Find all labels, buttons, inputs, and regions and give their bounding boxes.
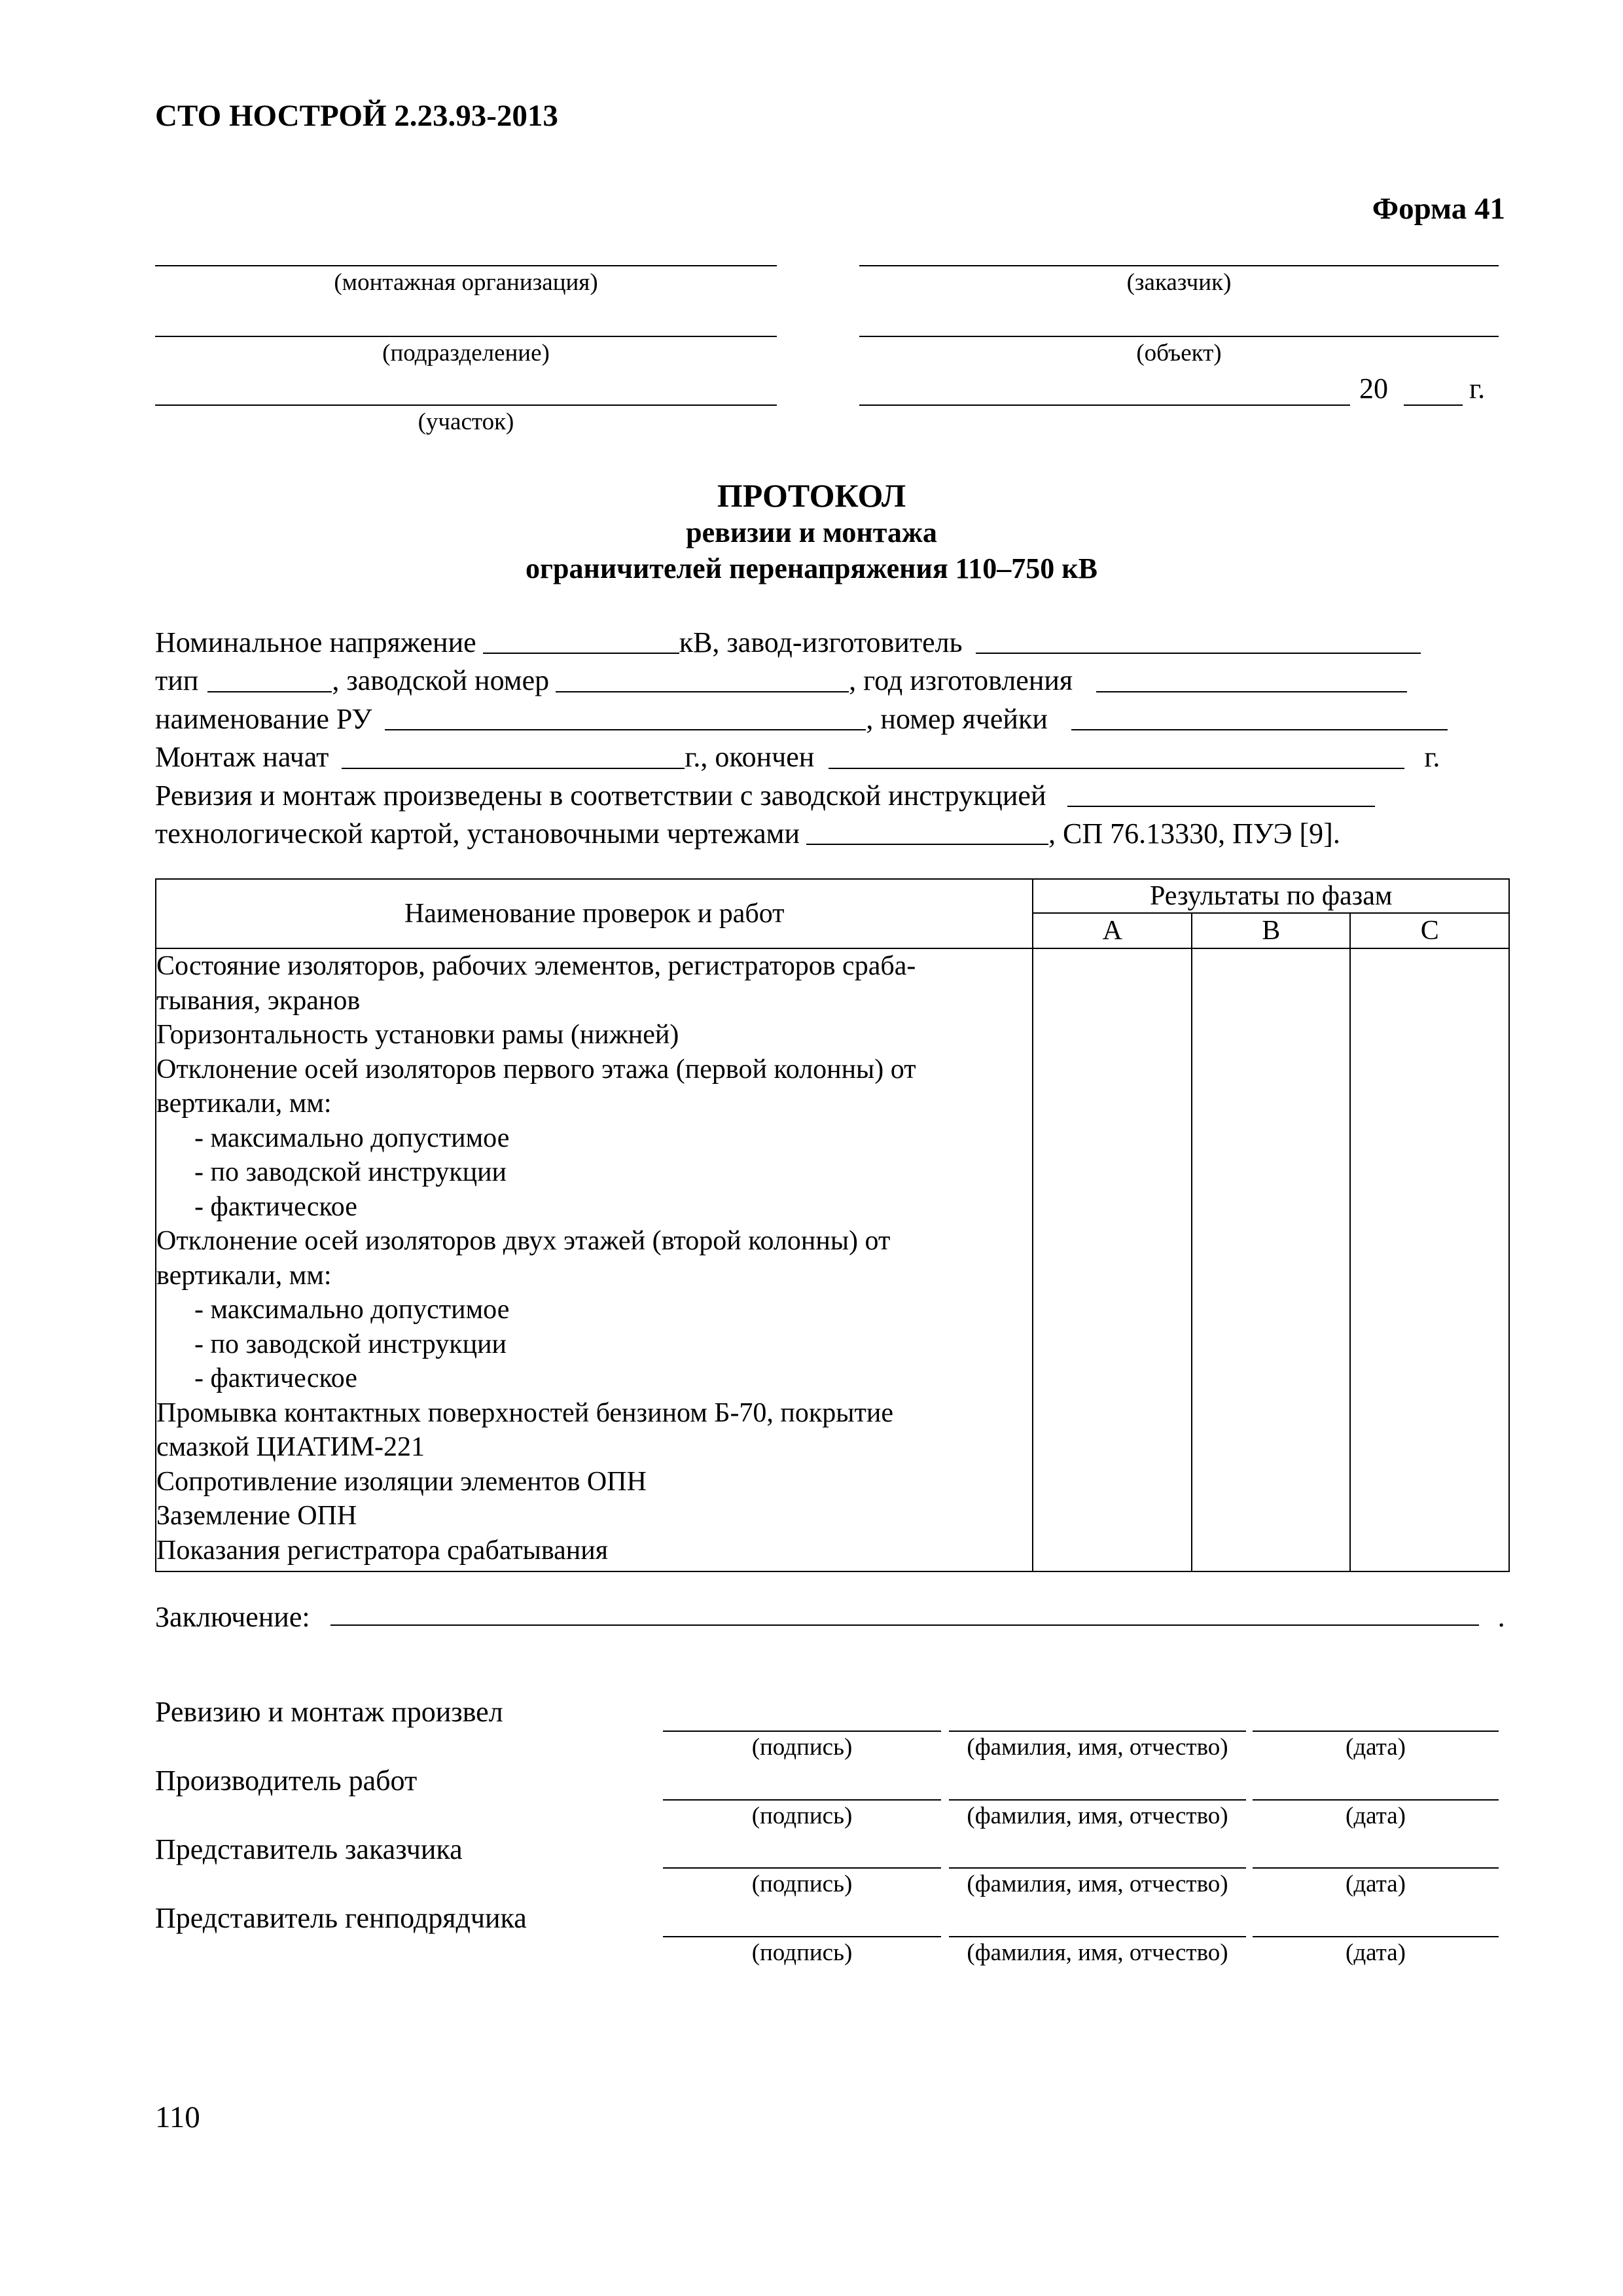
list-item: вертикали, мм: bbox=[156, 1088, 332, 1119]
list-item: - максимально допустимое bbox=[194, 1122, 510, 1153]
mounting-org-line[interactable] bbox=[155, 265, 777, 266]
conclusion bbox=[155, 1600, 1505, 1634]
cell-number-label: , номер ячейки bbox=[866, 702, 1048, 735]
revision-label: Ревизия и монтаж произведены в соответствии с заводской инструкцией bbox=[155, 779, 1046, 812]
sig-signature-caption: (подпись) bbox=[751, 1734, 853, 1761]
list-item: смазкой ЦИАТИМ-221 bbox=[156, 1432, 425, 1462]
equipment-fields bbox=[155, 624, 1516, 853]
sig-date-caption: (дата) bbox=[1346, 1734, 1406, 1761]
list-item: - максимально допустимое bbox=[194, 1295, 510, 1325]
drawings-field[interactable] bbox=[806, 844, 1048, 845]
phase-a-results-cell[interactable] bbox=[1033, 948, 1192, 1571]
sig-date-line[interactable] bbox=[1253, 1936, 1499, 1937]
sig-signature-line[interactable] bbox=[663, 1731, 941, 1732]
sig-label-customer-rep: Представитель заказчика bbox=[155, 1833, 463, 1865]
phase-c-results-cell[interactable] bbox=[1350, 948, 1509, 1571]
protocol-subject: ограничителей перенапряжения 110–750 кВ bbox=[526, 552, 1097, 584]
sig-label-performer: Ревизию и монтаж произвел bbox=[155, 1696, 503, 1728]
sig-date-caption: (дата) bbox=[1346, 1803, 1406, 1829]
nominal-voltage-label: Номинальное напряжение bbox=[155, 626, 476, 658]
form-number: Форма 41 bbox=[1372, 192, 1505, 226]
sig-signature-caption: (подпись) bbox=[751, 1939, 853, 1966]
year-suffix: г. bbox=[1469, 372, 1486, 404]
install-start-field[interactable] bbox=[342, 768, 685, 769]
sig-signature-line[interactable] bbox=[663, 1799, 941, 1801]
sig-date-line[interactable] bbox=[1253, 1799, 1499, 1801]
sig-date-caption: (дата) bbox=[1346, 1939, 1406, 1966]
list-item: - фактическое bbox=[194, 1363, 357, 1393]
list-item: Горизонтальность установки рамы (нижней) bbox=[156, 1020, 679, 1050]
sig-name-line[interactable] bbox=[949, 1867, 1246, 1869]
sig-date-line[interactable] bbox=[1253, 1867, 1499, 1869]
list-item: Промывка контактных поверхностей бензином Б-70, покрытие bbox=[156, 1397, 894, 1428]
conclusion-label: Заключение: bbox=[155, 1601, 310, 1633]
phase-a-header: А bbox=[1033, 913, 1192, 948]
serial-number-field[interactable] bbox=[556, 691, 849, 692]
conclusion-end: . bbox=[1497, 1601, 1505, 1633]
sig-label-general-contractor-rep: Представитель генподрядчика bbox=[155, 1902, 527, 1934]
list-item: Заземление ОПН bbox=[156, 1501, 357, 1531]
install-end-field[interactable] bbox=[829, 768, 1404, 769]
conclusion-field[interactable] bbox=[330, 1624, 1479, 1626]
year-made-label: , год изготовления bbox=[849, 664, 1073, 697]
list-item: Отклонение осей изоляторов первого этажа (первой колонны) от bbox=[156, 1054, 916, 1085]
sig-name-caption: (фамилия, имя, отчество) bbox=[967, 1939, 1228, 1966]
phase-c-header: С bbox=[1350, 913, 1509, 948]
list-item: вертикали, мм: bbox=[156, 1260, 332, 1291]
protocol-title: ПРОТОКОЛ bbox=[717, 477, 906, 514]
sig-name-line[interactable] bbox=[949, 1799, 1246, 1801]
sig-signature-caption: (подпись) bbox=[751, 1803, 853, 1829]
division-caption: (подразделение) bbox=[382, 340, 550, 367]
sig-label-work-manager: Производитель работ bbox=[155, 1765, 418, 1797]
sig-signature-line[interactable] bbox=[663, 1936, 941, 1937]
list-item: Показания регистратора срабатывания bbox=[156, 1535, 609, 1566]
ru-name-label: наименование РУ bbox=[155, 702, 372, 735]
year-line[interactable] bbox=[1404, 404, 1463, 406]
checks-name-header: Наименование проверок и работ bbox=[156, 879, 1033, 948]
sig-date-caption: (дата) bbox=[1346, 1871, 1406, 1897]
mounting-org-caption: (монтажная организация) bbox=[334, 269, 598, 296]
standards-label: , СП 76.13330, ПУЭ [9]. bbox=[1048, 817, 1340, 850]
sig-signature-caption: (подпись) bbox=[751, 1871, 853, 1897]
page-number: 110 bbox=[155, 2100, 200, 2134]
site-line[interactable] bbox=[155, 404, 777, 406]
object-line[interactable] bbox=[859, 336, 1499, 337]
sig-signature-line[interactable] bbox=[663, 1867, 941, 1869]
division-line[interactable] bbox=[155, 336, 777, 337]
nominal-voltage-field[interactable] bbox=[483, 653, 679, 654]
manufacturer-field[interactable] bbox=[976, 653, 1421, 654]
sig-name-caption: (фамилия, имя, отчество) bbox=[967, 1734, 1228, 1761]
sig-name-caption: (фамилия, имя, отчество) bbox=[967, 1871, 1228, 1897]
install-start-label: Монтаж начат bbox=[155, 741, 329, 774]
type-field[interactable] bbox=[207, 691, 332, 692]
ru-name-field[interactable] bbox=[385, 729, 866, 730]
date-day-month-line[interactable] bbox=[859, 404, 1350, 406]
list-item: - по заводской инструкции bbox=[194, 1157, 507, 1187]
type-label: тип bbox=[155, 664, 199, 697]
document-code: СТО НОСТРОЙ 2.23.93-2013 bbox=[155, 99, 558, 133]
sig-name-line[interactable] bbox=[949, 1731, 1246, 1732]
list-item: - фактическое bbox=[194, 1191, 357, 1222]
list-item: - по заводской инструкции bbox=[194, 1329, 507, 1359]
site-caption: (участок) bbox=[418, 408, 514, 435]
year-made-field[interactable] bbox=[1096, 691, 1407, 692]
checks-list bbox=[156, 948, 1033, 1571]
phase-b-header: В bbox=[1192, 913, 1350, 948]
phase-results-header: Результаты по фазам bbox=[1033, 879, 1509, 913]
list-item: Состояние изоляторов, рабочих элементов, регистраторов сраба- bbox=[156, 951, 916, 981]
sig-name-caption: (фамилия, имя, отчество) bbox=[967, 1803, 1228, 1829]
protocol-subtitle: ревизии и монтажа bbox=[686, 516, 937, 548]
factory-instruction-field[interactable] bbox=[1067, 806, 1375, 807]
list-item: Отклонение осей изоляторов двух этажей (второй колонны) от bbox=[156, 1226, 891, 1256]
phase-b-results-cell[interactable] bbox=[1192, 948, 1350, 1571]
object-caption: (объект) bbox=[1136, 340, 1222, 367]
year-prefix: 20 bbox=[1359, 372, 1388, 404]
cell-number-field[interactable] bbox=[1071, 729, 1448, 730]
manufacturer-label: кВ, завод-изготовитель bbox=[679, 626, 963, 658]
sig-name-line[interactable] bbox=[949, 1936, 1246, 1937]
tech-map-label: технологической картой, установочными чертежами bbox=[155, 817, 800, 850]
install-end-year-suffix: г. bbox=[1424, 741, 1440, 774]
checks-table bbox=[155, 878, 1510, 1572]
install-end-label: г., окончен bbox=[685, 741, 815, 774]
list-item: тывания, экранов bbox=[156, 985, 361, 1016]
serial-number-label: , заводской номер bbox=[332, 664, 550, 697]
sig-date-line[interactable] bbox=[1253, 1731, 1499, 1732]
list-item: Сопротивление изоляции элементов ОПН bbox=[156, 1466, 647, 1497]
customer-line[interactable] bbox=[859, 265, 1499, 266]
customer-caption: (заказчик) bbox=[1126, 269, 1232, 296]
